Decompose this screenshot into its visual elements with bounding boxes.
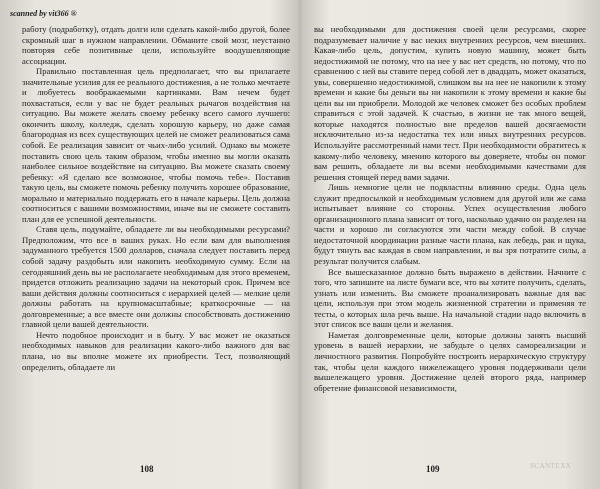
right-paragraph-3: Все вышесказанное должно быть выражено в действии. Начните с того, что запишите на листе бумаги все, что вы хотите получить, сделать, узнать или изменить. Вы сможете проанализировать важные для вас цели, используя при этом модель жизненной стратегии и применяя те тесты, о которых шла речь выше. На начальной стадии надо включить в этот список все ваши цели и желания. bbox=[314, 266, 586, 330]
right-paragraph-1: вы необходимыми для достижения своей цели ресурсами, скорее подразумевает наличие у вас неких внутренних ресурсов, чем внешних. Какая-либо цель, допустим, купить новую машину, может быть недостижимой не потому, что на нее у вас нет средств, но потому, что по сравнению с ней вы ставите перед собой лет в двадцать, может оказаться, увы, совершенно недостижимой, слишком вы на нее не накопили к этому времени и какие бы деньги вы ни накопили к этому времени и какие бы цели вы ни приобрели. Молодой же человек сможет без особых проблем справиться с этой задачей. К счастью, в жизни не так много вещей, которые находятся полностью вне пределов вашей досягаемости исключительно из-за недостатка тех или иных внутренних ресурсов. Используйте рассмотренный нами тест. При необходимости обратитесь к какому-либо человеку, мнению которого вы доверяете, чтобы он помог вам решить, обладаете ли вы всеми необходимыми качествами для решения стоящей перед вами задачи. bbox=[314, 24, 586, 182]
left-paragraph-4: Нечто подобное происходит и в быту. У вас может не оказаться необходимых навыков для реализации какого-либо важного для вас плана, но вы вполне можете их приобрести. Тест, позволяющий определить, обладаете ли bbox=[22, 329, 290, 372]
scan-credit: scanned by vit366 ® bbox=[10, 9, 77, 18]
left-page-text bbox=[22, 24, 290, 372]
right-page-number: 109 bbox=[426, 464, 440, 474]
right-page bbox=[302, 0, 600, 489]
left-page-number: 108 bbox=[140, 464, 154, 474]
right-paragraph-4: Наметая долговременные цели, которые должны занять высший уровень в вашей иерархии, не забудьте о целях самореализации и личностного развития. Попробуйте построить иерархическую структуру так, чтобы цели каждого нижележащего уровня поддерживали цели вышележащего уровня. Достижение целей второго ряда, например обретение финансовой независимости, bbox=[314, 329, 586, 393]
left-paragraph-2: Правильно поставленная цель предполагает, что вы прилагаете значительные усилия для ее реального достижения, а не только мечтаете и любуетесь воображаемыми картинками. Вам нечем будет похвастаться, если у вас не будет реальных рычагов воздействия на ситуацию. Вы можете желать своему ребенку всего самого лучшего: окончить школу, колледж, сделать хорошую карьеру, но даже самая благородная из всех существующих целей не сможет реализоваться сама собой. Ее реализация зависит от чьих-либо усилий. Однако вы можете поставить свою цель таким образом, чтобы именно вы могли оказать наиболее сильное воздействие на ситуацию. Вы можете сказать своему ребенку: «Я сделаю все возможное, чтобы помочь тебе». Поставив такую цель, вы сможете помочь ребенку получить хорошее образование, морально и материально поддержать его в начале карьеры. Цель должна соотноситься с вашими возможностями, иначе вы не сможете составить план для ее успешной деятельности. bbox=[22, 66, 290, 224]
left-page bbox=[0, 0, 298, 489]
right-page-text bbox=[314, 24, 586, 393]
right-paragraph-2: Лишь немногие цели не подвластны влиянию среды. Одна цель служит предпосылкой и необходимым условием для другой или же сама испытывает влияние со стороны. Успех осуществления любого организационного плана зависит от того, насколько удачно он разделен на части и хорошо ли согласуются эти части между собой. В случае недостаточной координации разные части плана, как лебедь, рак и щука, будут тянуть вас каждая в свом направлении, и вы зря потратите силы, а результат получится слабым. bbox=[314, 182, 586, 267]
left-paragraph-3: Ставя цель, подумайте, обладаете ли вы необходимыми ресурсами? Предположим, что все в ваших руках. Но если вам для выполнения задуманного требуется 1500 долларов, сначала следует поставить перед собой задачу раздобыть или накопить необходимую сумму. Если на сегодняшний день вы не располагаете необходимым для этого временем, придется отложить реализацию задачи на некоторый срок. Причем все ваши действия должны соотноситься с иерархией целей — мелкие цели должны работать на крупномасштабные; краткосрочные — на долговременные; а все вместе они должны способствовать достижению главной цели вашей деятельности. bbox=[22, 224, 290, 330]
scan-watermark: SCANTEXX bbox=[530, 462, 572, 470]
left-paragraph-1: работу (подработку), отдать долги или сделать какой-либо другой, более скромный шаг в нужном направлении. Обманите свой мозг, неустанно повторяя себе позитивные цели, используйте воодушевляющие ассоциации. bbox=[22, 24, 290, 66]
